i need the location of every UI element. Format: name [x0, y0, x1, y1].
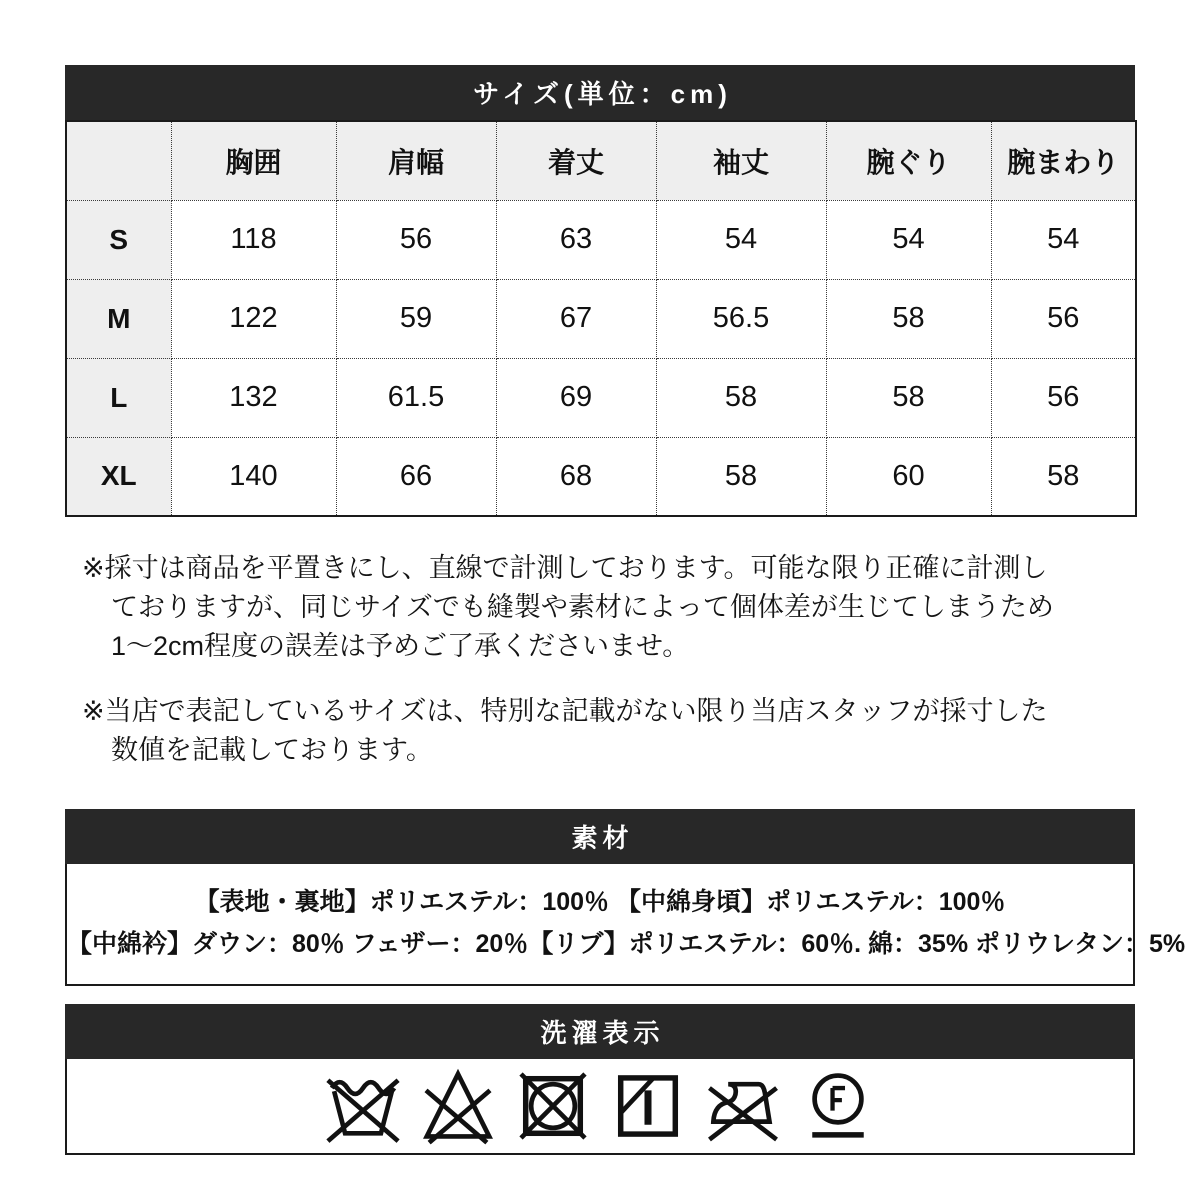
note-line: ※採寸は商品を平置きにし、直線で計測しております。可能な限り正確に計測し: [82, 553, 1048, 583]
size-value-cell: 59: [336, 279, 496, 358]
size-section-title: サイズ(単位：cm): [473, 79, 732, 109]
do-not-iron-icon: [703, 1067, 783, 1145]
size-table: [65, 120, 1137, 517]
size-row-label: XL: [66, 437, 171, 516]
size-value-cell: 58: [656, 437, 826, 516]
measurement-note: [65, 549, 1135, 666]
material-line: 【表地・裏地】ポリエステル：100％ 【中綿身頃】ポリエステル：100％: [194, 888, 1006, 916]
laundry-box: [65, 1059, 1135, 1155]
size-value-cell: 56: [991, 358, 1136, 437]
size-value-cell: 69: [496, 358, 656, 437]
size-column-header: 袖丈: [656, 121, 826, 200]
size-table-row: [66, 200, 1136, 279]
size-value-cell: 56.5: [656, 279, 826, 358]
size-value-cell: 67: [496, 279, 656, 358]
size-column-header: 腕ぐり: [826, 121, 991, 200]
notes: [65, 517, 1135, 770]
size-value-cell: 54: [991, 200, 1136, 279]
size-row-label: S: [66, 200, 171, 279]
size-column-header: 胸囲: [171, 121, 336, 200]
note-line: 1〜2cm程度の誤差は予めご了承くださいませ。: [111, 631, 690, 661]
shade-line-dry-icon: [608, 1067, 688, 1145]
size-table-row: [66, 437, 1136, 516]
size-table-corner-cell: [66, 121, 171, 200]
size-value-cell: 54: [656, 200, 826, 279]
size-table-header-row: [66, 121, 1136, 200]
material-title-bar: [65, 809, 1135, 864]
size-table-body: [66, 200, 1136, 516]
size-value-cell: 132: [171, 358, 336, 437]
size-column-header: 腕まわり: [991, 121, 1136, 200]
size-column-header: 着丈: [496, 121, 656, 200]
size-value-cell: 58: [656, 358, 826, 437]
size-column-header: 肩幅: [336, 121, 496, 200]
note-line: ※当店で表記しているサイズは、特別な記載がない限り当店スタッフが採寸した: [82, 696, 1048, 726]
note-line: 数値を記載しております。: [111, 735, 433, 765]
size-row-label: M: [66, 279, 171, 358]
size-section-title-bar: [65, 65, 1135, 120]
material-title: 素材: [571, 823, 634, 853]
size-value-cell: 56: [336, 200, 496, 279]
size-value-cell: 122: [171, 279, 336, 358]
gentle-dry-clean-f-icon: [798, 1067, 878, 1145]
laundry-title: 洗濯表示: [540, 1018, 665, 1048]
size-section: [65, 0, 1135, 517]
size-value-cell: 58: [826, 279, 991, 358]
measurement-note: [65, 692, 1135, 770]
size-value-cell: 58: [826, 358, 991, 437]
size-table-row: [66, 279, 1136, 358]
material-section: [65, 796, 1186, 986]
size-value-cell: 68: [496, 437, 656, 516]
size-value-cell: 63: [496, 200, 656, 279]
do-not-bleach-icon: [418, 1067, 498, 1145]
size-value-cell: 118: [171, 200, 336, 279]
laundry-section: [65, 986, 1135, 1155]
size-table-row: [66, 358, 1136, 437]
size-value-cell: 61.5: [336, 358, 496, 437]
size-value-cell: 140: [171, 437, 336, 516]
material-box: [65, 864, 1186, 986]
material-line: 【中綿衿】ダウン：80％ フェザー：20％【リブ】ポリエステル：60％. 綿：35% ポリウレタン：5%: [67, 930, 1186, 958]
do-not-wash-icon: [323, 1067, 403, 1145]
note-line: ておりますが、同じサイズでも縫製や素材によって個体差が生じてしまうため: [111, 592, 1054, 622]
size-value-cell: 66: [336, 437, 496, 516]
size-value-cell: 54: [826, 200, 991, 279]
size-value-cell: 58: [991, 437, 1136, 516]
do-not-tumble-dry-icon: [513, 1067, 593, 1145]
size-value-cell: 56: [991, 279, 1136, 358]
size-row-label: L: [66, 358, 171, 437]
size-value-cell: 60: [826, 437, 991, 516]
laundry-title-bar: [65, 1004, 1135, 1059]
